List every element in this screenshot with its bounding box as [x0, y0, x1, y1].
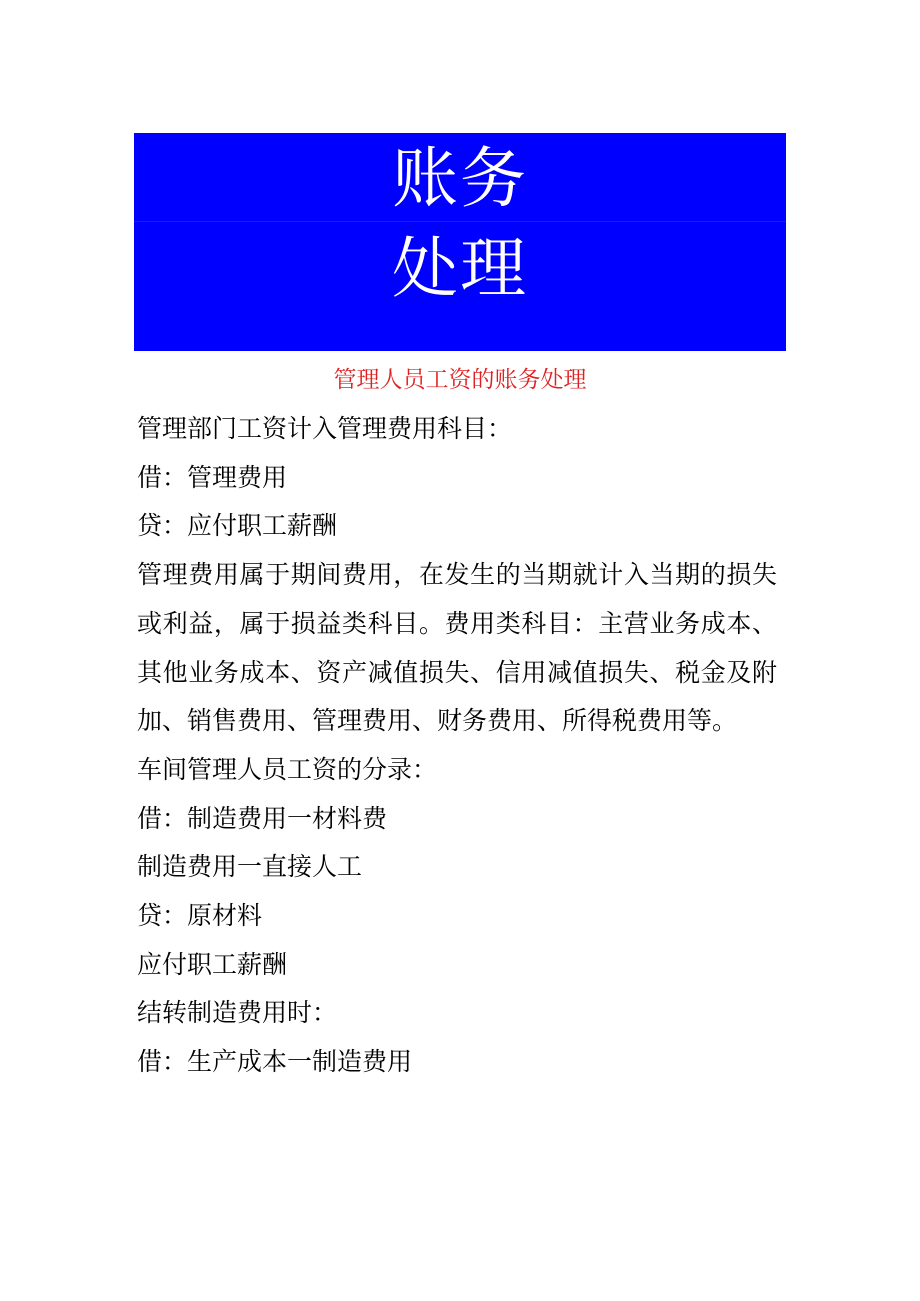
paragraph-credit-payable-salary: 贷：应付职工薪酬	[137, 511, 338, 541]
paragraph-expense-explanation: 管理费用属于期间费用，在发生的当期就计入当期的损失或利益，属于损益类科目。费用类科目：主营业务成本、其他业务成本、资产减值损失、信用减值损失、税金及附加、销售费用、管理费用、财务费用、所得税费用等。	[137, 560, 777, 736]
document-subtitle: 管理人员工资的账务处理	[333, 367, 587, 393]
banner-divider	[134, 221, 786, 222]
banner-title-line-2: 处理	[392, 230, 528, 307]
title-banner	[134, 133, 786, 351]
paragraph-debit-manufacturing-material: 借：制造费用一材料费	[137, 803, 388, 833]
paragraph-manufacturing-direct-labor: 制造费用一直接人工	[137, 852, 363, 882]
paragraph-debit-management-expense: 借：管理费用	[137, 462, 288, 492]
paragraph-payable-salary: 应付职工薪酬	[137, 949, 288, 979]
paragraph-management-dept-salary: 管理部门工资计入管理费用科目：	[137, 414, 513, 443]
paragraph-credit-raw-material: 贷：原材料	[137, 901, 263, 931]
banner-title-line-1: 账务	[392, 140, 528, 217]
paragraph-transfer-manufacturing-expense: 结转制造费用时：	[137, 998, 338, 1028]
paragraph-debit-production-cost: 借：生产成本一制造费用	[137, 1047, 413, 1077]
paragraph-workshop-salary-entry: 车间管理人员工资的分录：	[137, 754, 438, 784]
document-body	[137, 405, 777, 1087]
